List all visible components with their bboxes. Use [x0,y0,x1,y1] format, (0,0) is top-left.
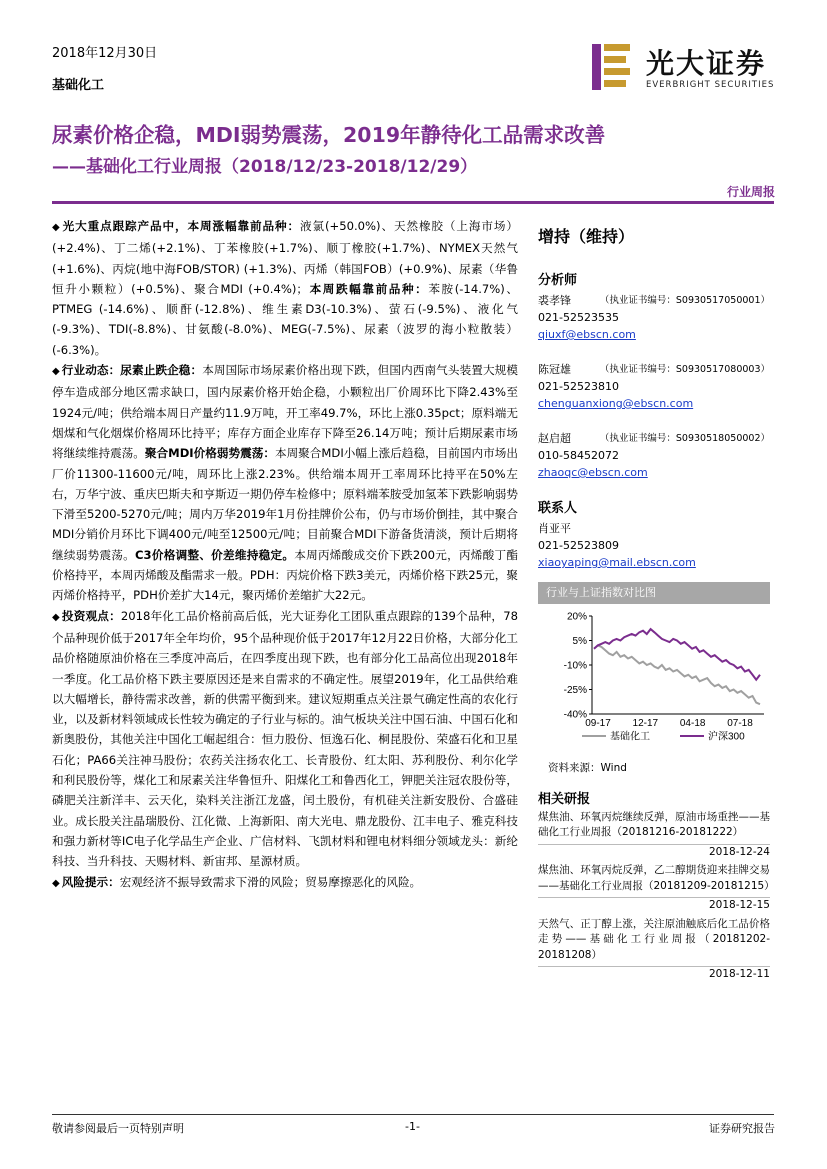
report-type: 行业周报 [726,185,775,199]
related-item[interactable]: 天然气、正丁醇上涨，关注原油触底后化工品价格走势——基础化工行业周报（20181202-20181208） [538,917,770,961]
analyst-card: 陈冠雄 （执业证书编号：S0930517080003） 021-52523810 chenguanxiong@ebscn.com [538,363,770,410]
report-date: 2018年12月30日 [52,46,158,61]
x-tick-label: 12-17 [632,718,659,729]
logo-mark-icon [590,40,636,94]
chart-title: 行业与上证指数对比图 [538,582,770,604]
diamond-bullet-icon: ◆ [52,222,61,233]
contact-email[interactable]: xiaoyaping@mail.ebscn.com [538,556,696,569]
sidebar [538,216,770,571]
logo-name: 光大证券 [646,47,767,80]
page-title: 尿素价格企稳，MDI弱势震荡，2019年静待化工品需求改善 [52,123,606,147]
chart-source: 资料来源：Wind [548,762,627,774]
footer-report-label: 证券研究报告 [709,1122,775,1135]
related-research [538,792,775,986]
x-tick-label: 09-17 [585,718,611,729]
page-subtitle: ——基础化工行业周报（2018/12/23-2018/12/29） [52,157,478,177]
logo [590,40,780,100]
header-divider [52,201,774,204]
analyst-email[interactable]: qiuxf@ebscn.com [538,328,636,341]
y-tick-label: 5% [572,636,587,647]
related-item[interactable]: 煤焦油、环氧丙烷反弹，乙二醇期货迎来挂牌交易——基础化工行业周报（20181209-20181215） [538,864,775,892]
main-content [52,216,518,894]
related-date: 2018-12-15 [538,897,770,914]
analyst-email[interactable]: zhaoqc@ebscn.com [538,466,648,479]
y-tick-label: -10% [563,660,587,672]
related-date: 2018-12-11 [538,966,770,983]
contact-heading: 联系人 [538,501,578,516]
sector-label: 基础化工 [52,78,105,93]
paragraph-industry-news: ◆ 行业动态：尿素止跌企稳：本周国际市场尿素价格出现下跌，但国内西南气头装置大规模停车造成部分地区需求缺口，国内尿素价格开始企稳，小颗粒出厂价周环比下降2.43%至1924元/吨；供给端本周日产量约11.9万吨，开工率49.7%，环比上涨0.35pct；原料端无烟煤和气化烟煤价格周环比持平；库存方面企业库存下降至26.14万吨；预计后期尿素市场将继续维持震荡。聚合MDI价格弱势震荡：本周聚合MDI小幅上涨后趋稳，目前国内市场出厂价11300-11600元/吨，周环比上涨2.23%。供给端本周开工率周环比持平在50%左右，万华宁波、重庆巴斯夫和亨斯迈一期仍停车检修中；原料端苯胺受加氢苯下跌影响弱势下滑至5200-5270元/吨；周内万华2019年1月份挂牌价公布，仍与市场价倒挂，其中聚合MDI分销价月环比下调400元/吨至12500元/吨；目前聚合MDI下游备货清淡，预计后期将继续弱势震荡。C3价格调整、价差维持稳定。本周丙烯酸成交价下跌200元，丙烯酸丁酯价格持平，本周丙烯酸及酯需求一般。PDH：丙烷价格下跌3美元，丙烯价格下跌25元，聚丙烯价格持平，PDH价差扩大14元，聚丙烯价差缩扩大22元。 [52,363,518,603]
chart-plot [538,604,770,754]
y-tick-label: -25% [563,685,587,696]
paragraph-tracking: ◆ 光大重点跟踪产品中，本周涨幅靠前品种：液氯(+50.0%)、天然橡胶（上海市场）(+2.4%)、丁二烯(+2.1%)、丁苯橡胶(+1.7%)、顺丁橡胶(+1.7%)、NYMEX天然气(+1.6%)、丙烷(地中海FOB/STOR) (+1.3%)、丙烯（韩国FOB）(+0.9%)、尿素（华鲁恒升小颗粒）(+0.5%)、聚合MDI (+0.4%)；本周跌幅靠前品种：苯胺(-14.7%)、PTMEG (-14.6%)、顺酐(-12.8%)、维生素D3(-10.3%)、萤石(-9.5%)、液化气(-9.3%)、TDI(-8.8%)、甘氨酸(-8.0%)、MEG(-7.5%)、尿素（波罗的海小粒散装）(-6.3%)。 [52,219,518,357]
y-tick-label: 20% [566,611,587,623]
footer-divider [52,1114,774,1115]
analysts-heading: 分析师 [538,273,578,288]
legend-label: 沪深300 [708,731,745,743]
contact-card: 肖亚平 021-52523809 xiaoyaping@mail.ebscn.com [538,520,770,571]
x-tick-label: 04-18 [679,718,706,729]
page-number: -1- [405,1120,420,1133]
paragraph-risk: ◆ 风险提示：宏观经济不振导致需求下滑的风险；贸易摩擦恶化的风险。 [52,874,422,889]
related-date: 2018-12-24 [538,844,770,861]
analyst-card: 赵启超 （执业证书编号：S0930518050002） 010-58452072 zhaoqc@ebscn.com [538,432,770,479]
rating: 增持（维持） [538,227,635,246]
analyst-card: 裘孝锋 （执业证书编号：S0930517050001） 021-52523535 qiuxf@ebscn.com [538,294,770,341]
footer-disclaimer: 敬请参阅最后一页特别声明 [52,1122,184,1135]
related-heading: 相关研报 [538,792,591,807]
diamond-bullet-icon: ◆ [52,366,60,378]
logo-subtitle: EVERBRIGHT SECURITIES [646,80,775,90]
comparison-chart [538,582,770,774]
x-tick-label: 07-18 [727,718,753,729]
analyst-email[interactable]: chenguanxiong@ebscn.com [538,397,694,410]
paragraph-investment-view: ◆ 投资观点：2018年化工品价格前高后低，光大证券化工团队重点跟踪的139个品种，78个品种现价低于2017年全年均价，95个品种现价低于2017年12月22日价格，大部分化工品价格随原油价格在三季度冲高后，在四季度出现下跌，也有部分化工品高位出现2018年一季度。化工品价格下跌主要原因还是来自需求的不确定性。展望2019年，化工品供给难以大幅增长，静待需求改善，新的供需平衡到来。建议短期重点关注景气确定性高的农化行业，以及新材料领域成长性较为确定的子行业与标的。油气板块关注中国石油、中国石化和新奥股份，其他关注中国化工崛起组合：恒力股份、恒逸石化、桐昆股份、荣盛石化和卫星石化；PA66关注神马股份；农药关注扬农化工、长青股份、红太阳、苏利股份、利尔化学和利民股份等，煤化工和尿素关注华鲁恒升、阳煤化工和鲁西化工，钾肥关注冠农股份等，磷肥关注新洋丰、云天化，染料关注浙江龙盛，闰土股份，有机硅关注新安股份、合盛硅业。成长股关注晶瑞股份、江化微、上海新阳、南大光电、鼎龙股份、江丰电子、雅克科技和强力新材等IC电子化学品生产企业、广信材料、飞凯材料和锂电材料细分领域龙头：新纶科技、当升科技、天赐材料、新宙邦、星源材质。 [52,608,518,869]
series-line-0 [594,645,760,704]
related-item[interactable]: 煤焦油、环氧丙烷继续反弹，原油市场重挫——基础化工行业周报（20181216-20181222） [538,810,770,838]
diamond-bullet-icon: ◆ [52,877,60,889]
diamond-bullet-icon: ◆ [52,611,60,623]
y-tick-label: -40% [563,709,587,721]
legend-label: 基础化工 [610,731,650,743]
